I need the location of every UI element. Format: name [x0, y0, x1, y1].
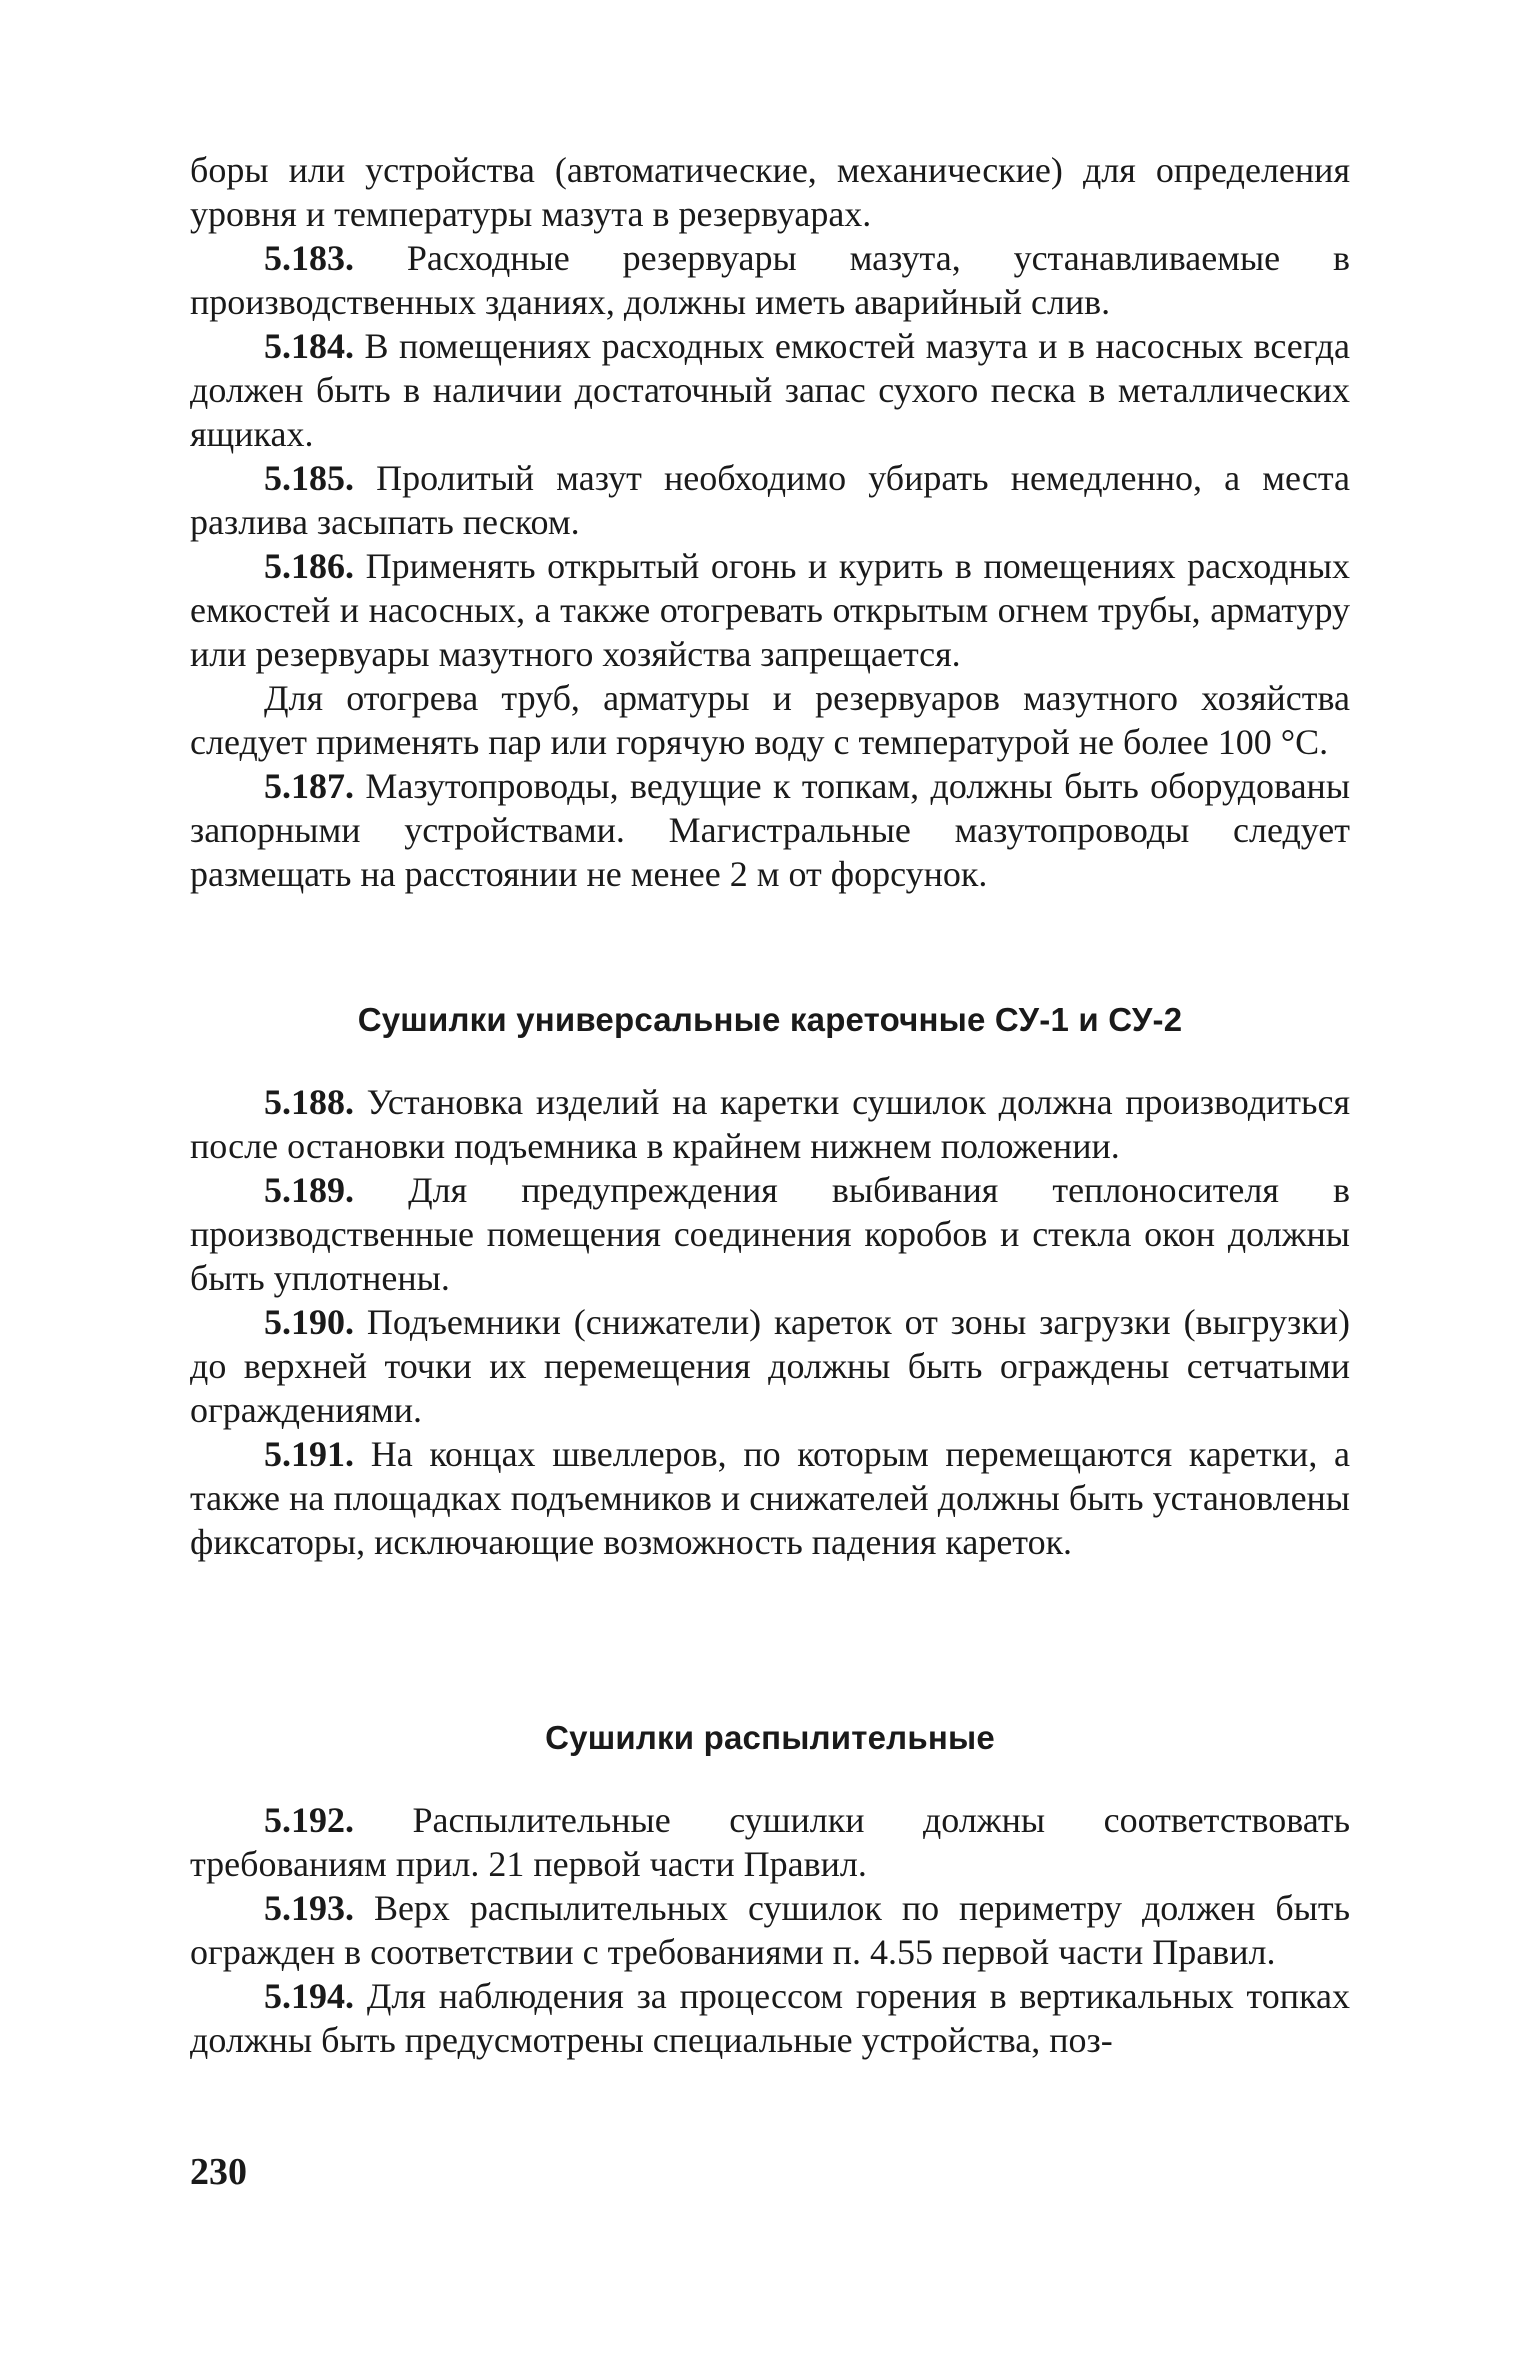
item-text: На концах швеллеров, по которым перемещаются каретки, а также на площадках подъемников и снижателей должны быть установлены фиксаторы, исключающие возможность падения кареток.	[190, 1434, 1350, 1562]
paragraph-5-192	[190, 1798, 1350, 1886]
paragraph-5-189	[190, 1168, 1350, 1300]
item-number: 5.186.	[264, 546, 354, 586]
item-number: 5.189.	[264, 1170, 354, 1210]
section-mazut	[190, 148, 1350, 896]
paragraph-5-193	[190, 1886, 1350, 1974]
item-number: 5.187.	[264, 766, 354, 806]
paragraph-5-185	[190, 456, 1350, 544]
item-text: Распылительные сушилки должны соответствовать требованиям прил. 21 первой части Правил.	[190, 1800, 1351, 1884]
item-number: 5.192.	[264, 1800, 354, 1840]
continuation-paragraph: боры или устройства (автоматические, механические) для определения уровня и температуры мазута в резервуарах.	[190, 150, 1350, 234]
paragraph-5-184	[190, 324, 1350, 456]
item-text: Подъемники (снижатели) кареток от зоны загрузки (выгрузки) до верхней точки их перемещения должны быть ограждены сетчатыми ограждениями.	[190, 1302, 1350, 1430]
item-number: 5.183.	[264, 238, 354, 278]
item-text: Пролитый мазут необходимо убирать немедленно, а места разлива засыпать песком.	[190, 458, 1351, 542]
paragraph-5-188	[190, 1080, 1350, 1168]
item-number: 5.188.	[264, 1082, 354, 1122]
page-number: 230	[190, 2151, 247, 2193]
paragraph-5-186	[190, 544, 1350, 676]
paragraph-5-190	[190, 1300, 1350, 1432]
paragraph-5-194	[190, 1974, 1350, 2062]
section-carriage-dryers	[190, 1080, 1350, 1564]
paragraph-5-191	[190, 1432, 1350, 1564]
section-heading-spray-dryers: Сушилки распылительные	[545, 1719, 995, 1756]
item-text: Верх распылительных сушилок по периметру должен быть огражден в соответствии с требованиями п. 4.55 первой части Правил.	[190, 1888, 1350, 1972]
item-number: 5.194.	[264, 1976, 354, 2016]
item-number: 5.193.	[264, 1888, 354, 1928]
item-text: Мазутопроводы, ведущие к топкам, должны быть оборудованы запорными устройствами. Магистральные мазутопроводы следует размещать на расстоянии не менее 2 м от форсунок.	[190, 766, 1351, 894]
item-text: Установка изделий на каретки сушилок должна производиться после остановки подъемника в крайнем нижнем положении.	[190, 1082, 1350, 1166]
item-text: Применять открытый огонь и курить в помещениях расходных емкостей и насосных, а также отогревать открытым огнем трубы, арматуру или резервуары мазутного хозяйства запрещается.	[190, 546, 1350, 674]
item-number: 5.190.	[264, 1302, 354, 1342]
item-text: Для наблюдения за процессом горения в вертикальных топках должны быть предусмотрены специальные устройства, поз-	[190, 1976, 1350, 2060]
item-text: Для предупреждения выбивания теплоносителя в производственные помещения соединения коробов и стекла окон должны быть уплотнены.	[190, 1170, 1350, 1298]
item-number: 5.185.	[264, 458, 354, 498]
item-number: 5.184.	[264, 326, 354, 366]
paragraph-5-187	[190, 764, 1350, 896]
item-text: Расходные резервуары мазута, устанавливаемые в производственных зданиях, должны иметь аварийный слив.	[190, 238, 1351, 322]
section-spray-dryers	[190, 1798, 1350, 2062]
item-text: В помещениях расходных емкостей мазута и в насосных всегда должен быть в наличии достаточный запас сухого песка в металлических ящиках.	[190, 326, 1350, 454]
paragraph-5-183	[190, 236, 1350, 324]
item-number: 5.191.	[264, 1434, 354, 1474]
paragraph-heating-note: Для отогрева труб, арматуры и резервуаров мазутного хозяйства следует применять пар или горячую воду с температурой не более 100 °С.	[190, 678, 1350, 762]
section-heading-carriage-dryers: Сушилки универсальные кареточные СУ-1 и СУ-2	[357, 1001, 1183, 1038]
